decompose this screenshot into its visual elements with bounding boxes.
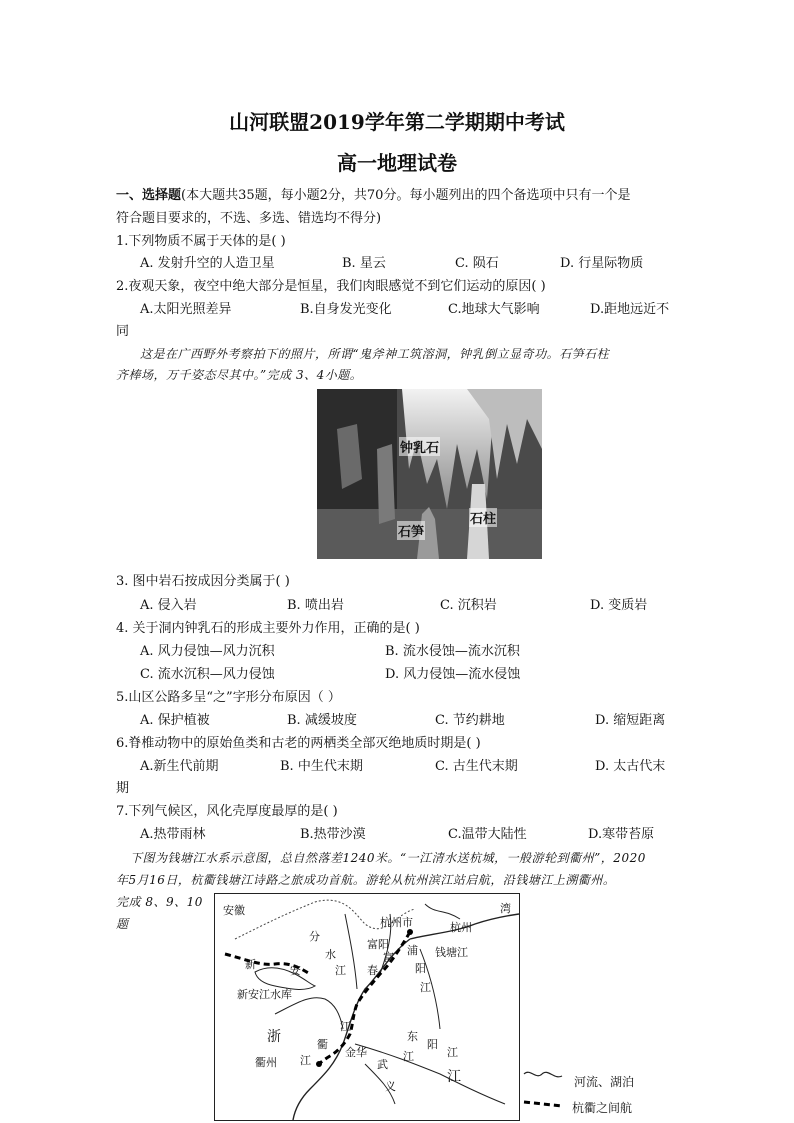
q5-option-a: A. 保护植被 (140, 713, 210, 728)
exam-subtitle: 高一地理试卷 (337, 151, 457, 175)
map-label-jiang-3: 江 (420, 981, 431, 994)
section-intro-1: (本大题共35题，每小题2分，共70分。每小题列出的四个备选项中只有一个是 (181, 188, 631, 203)
q4-option-c: C. 流水沉积—风力侵蚀 (140, 667, 275, 682)
map-label-an: 安 (290, 964, 301, 977)
q2-option-d: D.距地远近不 (590, 302, 670, 317)
passage-1-line-2: 齐棒场，万千姿态尽其中。”完成 3、4小题。 (116, 368, 363, 382)
photo-label-column: 石柱 (469, 508, 497, 527)
q7-option-d: D.寒带苔原 (588, 827, 655, 842)
map-label-yi: 义 (385, 1080, 396, 1093)
q4-option-b: B. 流水侵蚀—流水沉积 (385, 644, 520, 659)
q6-option-b: B. 中生代末期 (280, 759, 363, 774)
legend-route-symbol (524, 1102, 562, 1106)
map-label-quzhou: 衢州 (255, 1056, 277, 1069)
q2-option-a: A.太阳光照差异 (140, 302, 232, 317)
q5-option-b: B. 减缓坡度 (287, 713, 357, 728)
photo-label-stalactite: 钟乳石 (399, 437, 440, 456)
map-label-yang-2: 阳 (427, 1038, 438, 1051)
legend-route-label: 杭衢之间航 (572, 1101, 633, 1115)
legend-river-label: 河流、湖泊 (574, 1075, 635, 1089)
q1-option-d: D. 行星际物质 (560, 256, 644, 271)
map-legend-symbols (522, 1066, 570, 1116)
legend-river-symbol (524, 1072, 562, 1077)
q1-option-c: C. 陨石 (455, 256, 499, 271)
map-label-chun: 春 (367, 964, 378, 977)
section-heading: 一、选择题 (116, 188, 182, 203)
q2-option-c: C.地球大气影响 (448, 302, 540, 317)
section-intro-line-1 (116, 184, 630, 203)
q4-option-a: A. 风力侵蚀—风力沉积 (140, 644, 275, 659)
q4-stem: 4. 关于洞内钟乳石的形成主要外力作用，正确的是( ) (116, 621, 420, 636)
q7-option-b: B.热带沙漠 (300, 827, 366, 842)
map-label-wu: 武 (377, 1058, 388, 1071)
map-label-jiang-6: 江 (300, 1054, 311, 1067)
qiantang-river-map (214, 893, 520, 1121)
passage-2-line-3: 完成 8、9、10 (116, 895, 203, 909)
map-label-hangzhou-city: 杭州市 (380, 916, 413, 929)
map-label-jiang-4: 江 (447, 1046, 458, 1059)
map-label-hangzhou: 杭州 (450, 921, 472, 934)
q5-stem: 5.山区公路多呈“之”字形分布原因（ ） (116, 690, 341, 705)
q7-option-c: C.温带大陆性 (448, 827, 527, 842)
cave-photo-image (317, 389, 542, 559)
map-label-xin: 新 (245, 958, 256, 971)
map-label-shui: 水 (325, 948, 336, 961)
exam-title: 山河联盟2019学年第二学期期中考试 (229, 110, 565, 134)
map-label-wan: 湾 (500, 902, 511, 915)
q4-option-d: D. 风力侵蚀—流水侵蚀 (385, 667, 521, 682)
map-label-dong: 东 (407, 1030, 418, 1043)
q3-stem: 3. 图中岩石按成因分类属于( ) (116, 574, 290, 589)
map-label-zhe: 浙 (267, 1029, 281, 1045)
q1-option-b: B. 星云 (342, 256, 386, 271)
map-label-jiang-5: 江 (403, 1050, 414, 1063)
map-label-yang: 阳 (415, 962, 426, 975)
q5-option-d: D. 缩短距离 (595, 713, 666, 728)
map-label-jiang-fenshui: 江 (335, 964, 346, 977)
section-intro-line-2: 符合题目要求的，不选、多选、错选均不得分) (116, 211, 382, 226)
q6-option-d: D. 太古代末 (595, 759, 666, 774)
q6-stem: 6.脊椎动物中的原始鱼类和古老的两栖类全部灭绝地质时期是( ) (116, 736, 481, 751)
q3-option-d: D. 变质岩 (590, 598, 648, 613)
map-label-jinhua: 金华 (345, 1046, 367, 1059)
q1-stem: 1.下列物质不属于天体的是( ) (116, 234, 286, 249)
passage-1-line-1: 这是在广西野外考察拍下的照片，所谓“鬼斧神工筑溶洞，钟乳倒立显奇功。石笋石柱 (140, 347, 610, 361)
cave-photo (317, 389, 542, 559)
passage-2-line-1: 下图为钱塘江水系示意图，总自然落差1240米。“一江清水送杭城，一般游轮到衢州”，2020 (130, 851, 646, 865)
q6-option-d-continued: 期 (116, 781, 130, 796)
q3-option-a: A. 侵入岩 (140, 598, 197, 613)
q7-option-a: A.热带雨林 (140, 827, 206, 842)
q3-option-c: C. 沉积岩 (440, 598, 497, 613)
q6-option-a: A.新生代前期 (140, 759, 219, 774)
q7-stem: 7.下列气候区，风化壳厚度最厚的是( ) (116, 804, 338, 819)
map-label-fuyang: 富阳 (367, 938, 389, 951)
map-label-fen: 分 (309, 930, 320, 943)
q6-option-c: C. 古生代末期 (435, 759, 518, 774)
q2-stem: 2.夜观天象，夜空中绝大部分是恒星，我们肉眼感觉不到它们运动的原因( ) (116, 279, 546, 294)
map-label-qu: 衢 (317, 1038, 328, 1051)
passage-2-line-4: 题 (116, 917, 129, 931)
map-label-anhui: 安徽 (223, 904, 245, 917)
map-label-xinanjiang-reservoir: 新安江水库 (237, 988, 292, 1001)
q3-option-b: B. 喷出岩 (287, 598, 344, 613)
q2-option-d-continued: 同 (116, 324, 130, 339)
map-label-fu: 富 (383, 951, 394, 964)
map-label-qiantangjiang: 钱塘江 (435, 946, 468, 959)
q1-option-a: A. 发射升空的人造卫星 (140, 256, 275, 271)
q2-option-b: B.自身发光变化 (300, 302, 392, 317)
q5-option-c: C. 节约耕地 (435, 713, 505, 728)
map-drawing (215, 894, 519, 1120)
map-label-jiang-big: 江 (447, 1069, 461, 1085)
passage-2-line-2: 年5月16日，杭衢钱塘江诗路之旅成功首航。游轮从杭州滨江站启航，沿钱塘江上溯衢州。 (116, 873, 616, 887)
photo-label-stalagmite: 石笋 (397, 521, 425, 540)
map-label-jiang-2: 江 (340, 1020, 351, 1033)
map-label-pu: 浦 (407, 944, 418, 957)
